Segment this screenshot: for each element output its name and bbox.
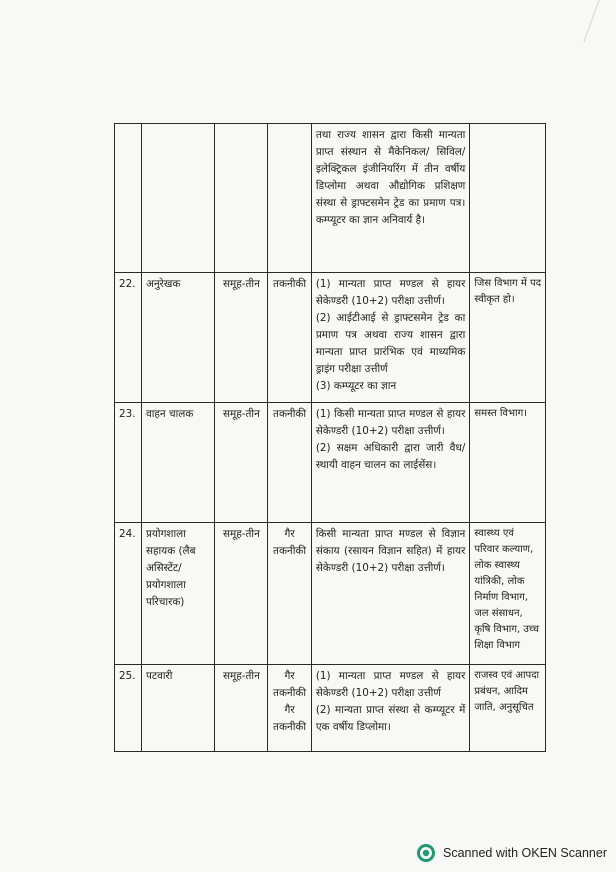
qualification-line: तथा राज्य शासन द्वारा किसी मान्यता प्राप्त संस्थान से मैकेनिकल/ सिविल/ इलेक्ट्रिकल इंजीनियरिंग में तीन वर्षीय डिप्लोमा अथवा औद्योगिक प्रशिक्षण संस्था से ड्राफ्टसमेन ट्रेड का प्रमाण पत्र। कम्प्यूटर का ज्ञान अनिवार्य है। [315,129,466,226]
type-cell: गैर तकनीकी गैर तकनीकी [268,665,312,752]
serial-number: 22. [115,273,142,403]
page-corner-fold [583,0,616,42]
qualification-line: (2) आईटीआई से ड्राफ्टसमेन ट्रेड का प्रमाण पत्र अथवा राज्य शासन द्वारा मान्यता प्राप्त प्रारंभिक एवं माध्यमिक ड्राइंग परीक्षा उत्तीर्ण [315,312,466,375]
qualification-line: (3) कम्प्यूटर का ज्ञान [315,380,397,392]
group-cell: समूह-तीन [215,403,268,523]
qualification-cell [311,124,470,273]
post-name: वाहन चालक [141,403,215,523]
serial-number: 25. [115,665,142,752]
type-cell: गैर तकनीकी [268,523,312,665]
serial-number: 24. [115,523,142,665]
qualification-cell [311,523,470,665]
post-name: प्रयोगशाला सहायक (लैब असिस्टेंट/ प्रयोगशाला परिचारक) [141,523,215,665]
post-name [141,124,215,273]
table-row [115,403,546,523]
qualification-line: (1) किसी मान्यता प्राप्त मण्डल से हायर सेकेण्डरी (10+2) परीक्षा उत्तीर्ण। [315,408,466,437]
qualification-line: (1) मान्यता प्राप्त मण्डल से हायर सेकेण्डरी (10+2) परीक्षा उत्तीर्ण। [315,278,466,307]
serial-number [115,124,142,273]
qualification-line: किसी मान्यता प्राप्त मण्डल से विज्ञान संकाय (रसायन विज्ञान सहित) में हायर सेकेण्डरी (10+2) परीक्षा उत्तीर्ण। [315,528,466,574]
serial-number: 23. [115,403,142,523]
type-cell: तकनीकी [268,403,312,523]
department-cell: राजस्व एवं आपदा प्रबंधन, आदिम जाति, अनुसूचित [470,665,546,752]
qualification-line: (1) मान्यता प्राप्त मण्डल से हायर सेकेण्डरी (10+2) परीक्षा उत्तीर्ण [315,670,466,699]
scanner-watermark-text: Scanned with OKEN Scanner [443,846,607,860]
group-cell: समूह-तीन [215,523,268,665]
table-row [115,523,546,665]
table-row [115,273,546,403]
department-cell: समस्त विभाग। [470,403,546,523]
qualification-line: (2) मान्यता प्राप्त संस्था से कम्प्यूटर में एक वर्षीय डिप्लोमा। [315,704,466,733]
post-name: पटवारी [141,665,215,752]
qualification-line: (2) सक्षम अधिकारी द्वारा जारी वैध/स्थायी वाहन चालन का लाईसेंस। [315,442,466,471]
oken-scanner-logo-icon [417,844,435,862]
department-cell: जिस विभाग में पद स्वीकृत हो। [470,273,546,403]
department-cell: स्वास्थ्य एवं परिवार कल्याण, लोक स्वास्थ्य यांत्रिकी, लोक निर्माण विभाग, जल संसाधन, कृषि विभाग, उच्च शिक्षा विभाग [470,523,546,665]
table-row [115,665,546,752]
type-cell: तकनीकी [268,273,312,403]
post-name: अनुरेखक [141,273,215,403]
qualification-cell [311,403,470,523]
recruitment-qualification-table [114,123,546,752]
group-cell: समूह-तीन [215,665,268,752]
type-cell [268,124,312,273]
scanner-watermark [417,844,607,862]
group-cell [215,124,268,273]
qualification-cell [311,273,470,403]
department-cell [470,124,546,273]
qualification-cell [311,665,470,752]
group-cell: समूह-तीन [215,273,268,403]
table-row [115,124,546,273]
